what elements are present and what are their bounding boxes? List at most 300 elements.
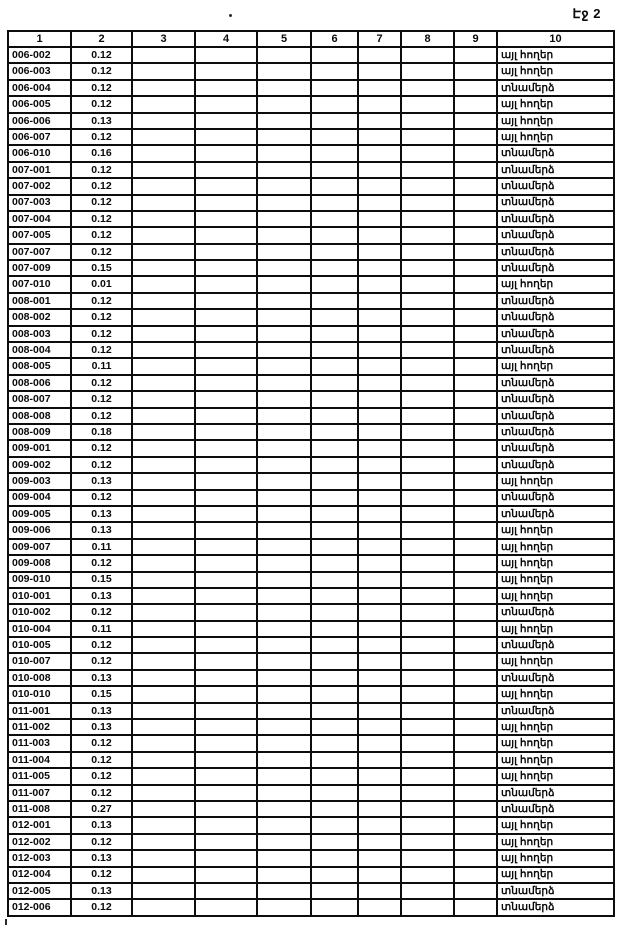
col9-cell (454, 63, 497, 79)
col9-cell (454, 260, 497, 276)
area-value-cell: 0.11 (71, 539, 132, 555)
col9-cell (454, 457, 497, 473)
col3-cell (132, 522, 195, 538)
area-value-cell: 0.13 (71, 817, 132, 833)
area-value-cell: 0.27 (71, 801, 132, 817)
table-row (8, 375, 614, 391)
col7-cell (358, 735, 401, 751)
table-row (8, 801, 614, 817)
col6-cell (311, 637, 358, 653)
column-header-5: 5 (257, 31, 311, 47)
area-value-cell: 0.01 (71, 276, 132, 292)
col3-cell (132, 899, 195, 915)
table-row (8, 244, 614, 260)
land-type-cell: այլ հողեր (497, 867, 614, 883)
col4-cell (195, 752, 257, 768)
col5-cell (257, 670, 311, 686)
parcel-code-cell: 011-004 (8, 752, 71, 768)
parcel-code-cell: 009-007 (8, 539, 71, 555)
area-value-cell: 0.12 (71, 326, 132, 342)
col9-cell (454, 96, 497, 112)
col9-cell (454, 506, 497, 522)
col7-cell (358, 178, 401, 194)
col3-cell (132, 227, 195, 243)
table-row (8, 719, 614, 735)
col8-cell (401, 391, 454, 407)
col5-cell (257, 375, 311, 391)
area-value-cell: 0.12 (71, 63, 132, 79)
land-type-cell: այլ հողեր (497, 113, 614, 129)
col3-cell (132, 801, 195, 817)
col6-cell (311, 358, 358, 374)
parcel-code-cell: 011-007 (8, 785, 71, 801)
col8-cell (401, 227, 454, 243)
col4-cell (195, 309, 257, 325)
col4-cell (195, 227, 257, 243)
col5-cell (257, 834, 311, 850)
table-row (8, 260, 614, 276)
col3-cell (132, 768, 195, 784)
col7-cell (358, 391, 401, 407)
col8-cell (401, 653, 454, 669)
table-row (8, 80, 614, 96)
col3-cell (132, 96, 195, 112)
parcel-code-cell: 010-002 (8, 604, 71, 620)
col8-cell (401, 506, 454, 522)
col5-cell (257, 227, 311, 243)
column-header-2: 2 (71, 31, 132, 47)
col5-cell (257, 276, 311, 292)
parcel-code-cell: 012-003 (8, 850, 71, 866)
land-type-cell: այլ հողեր (497, 555, 614, 571)
area-value-cell: 0.12 (71, 162, 132, 178)
scan-artifact-dot (5, 919, 7, 925)
col6-cell (311, 899, 358, 915)
col4-cell (195, 817, 257, 833)
col9-cell (454, 621, 497, 637)
land-type-cell: տնամերձ (497, 80, 614, 96)
col8-cell (401, 473, 454, 489)
area-value-cell: 0.13 (71, 473, 132, 489)
parcel-code-cell: 011-005 (8, 768, 71, 784)
col9-cell (454, 211, 497, 227)
col5-cell (257, 113, 311, 129)
column-header-3: 3 (132, 31, 195, 47)
col5-cell (257, 867, 311, 883)
col7-cell (358, 260, 401, 276)
table-row (8, 408, 614, 424)
land-type-cell: տնամերձ (497, 703, 614, 719)
land-type-cell: այլ հողեր (497, 834, 614, 850)
col9-cell (454, 80, 497, 96)
col6-cell (311, 309, 358, 325)
area-value-cell: 0.12 (71, 785, 132, 801)
table-row (8, 572, 614, 588)
col6-cell (311, 522, 358, 538)
table-row (8, 293, 614, 309)
col8-cell (401, 211, 454, 227)
col5-cell (257, 817, 311, 833)
parcel-code-cell: 007-005 (8, 227, 71, 243)
col5-cell (257, 899, 311, 915)
col3-cell (132, 408, 195, 424)
col5-cell (257, 358, 311, 374)
col3-cell (132, 490, 195, 506)
col4-cell (195, 293, 257, 309)
col5-cell (257, 408, 311, 424)
land-type-cell: տնամերձ (497, 801, 614, 817)
land-type-cell: այլ հողեր (497, 522, 614, 538)
col8-cell (401, 113, 454, 129)
col7-cell (358, 785, 401, 801)
parcel-code-cell: 006-003 (8, 63, 71, 79)
col4-cell (195, 47, 257, 63)
area-value-cell: 0.13 (71, 719, 132, 735)
col3-cell (132, 391, 195, 407)
col6-cell (311, 719, 358, 735)
table-row (8, 309, 614, 325)
col6-cell (311, 768, 358, 784)
col3-cell (132, 883, 195, 899)
col7-cell (358, 424, 401, 440)
parcel-code-cell: 008-003 (8, 326, 71, 342)
col6-cell (311, 293, 358, 309)
area-value-cell: 0.12 (71, 604, 132, 620)
area-value-cell: 0.12 (71, 129, 132, 145)
col9-cell (454, 867, 497, 883)
col7-cell (358, 47, 401, 63)
col7-cell (358, 145, 401, 161)
table-row (8, 457, 614, 473)
col5-cell (257, 63, 311, 79)
parcel-code-cell: 011-008 (8, 801, 71, 817)
area-value-cell: 0.12 (71, 391, 132, 407)
col8-cell (401, 276, 454, 292)
col7-cell (358, 342, 401, 358)
col4-cell (195, 735, 257, 751)
col5-cell (257, 326, 311, 342)
col6-cell (311, 506, 358, 522)
area-value-cell: 0.12 (71, 408, 132, 424)
area-value-cell: 0.12 (71, 490, 132, 506)
col6-cell (311, 801, 358, 817)
col7-cell (358, 63, 401, 79)
col7-cell (358, 276, 401, 292)
col7-cell (358, 703, 401, 719)
table-row (8, 63, 614, 79)
area-value-cell: 0.12 (71, 555, 132, 571)
col8-cell (401, 834, 454, 850)
table-body (8, 47, 614, 916)
col5-cell (257, 752, 311, 768)
area-value-cell: 0.12 (71, 211, 132, 227)
area-value-cell: 0.12 (71, 834, 132, 850)
col8-cell (401, 588, 454, 604)
parcel-code-cell: 009-001 (8, 440, 71, 456)
col4-cell (195, 653, 257, 669)
col6-cell (311, 834, 358, 850)
col4-cell (195, 850, 257, 866)
col6-cell (311, 178, 358, 194)
col3-cell (132, 440, 195, 456)
land-type-cell: այլ հողեր (497, 588, 614, 604)
col3-cell (132, 539, 195, 555)
table-row (8, 358, 614, 374)
col7-cell (358, 293, 401, 309)
col5-cell (257, 129, 311, 145)
col3-cell (132, 260, 195, 276)
col7-cell (358, 80, 401, 96)
col4-cell (195, 195, 257, 211)
parcel-code-cell: 007-003 (8, 195, 71, 211)
area-value-cell: 0.12 (71, 293, 132, 309)
col8-cell (401, 309, 454, 325)
col9-cell (454, 522, 497, 538)
area-value-cell: 0.12 (71, 735, 132, 751)
col4-cell (195, 834, 257, 850)
col7-cell (358, 572, 401, 588)
col9-cell (454, 637, 497, 653)
col5-cell (257, 555, 311, 571)
col5-cell (257, 490, 311, 506)
col8-cell (401, 752, 454, 768)
col6-cell (311, 440, 358, 456)
parcel-code-cell: 007-007 (8, 244, 71, 260)
col3-cell (132, 473, 195, 489)
table-row (8, 211, 614, 227)
table-row (8, 817, 614, 833)
col3-cell (132, 850, 195, 866)
col5-cell (257, 211, 311, 227)
col9-cell (454, 47, 497, 63)
parcel-code-cell: 010-007 (8, 653, 71, 669)
col9-cell (454, 244, 497, 260)
area-value-cell: 0.12 (71, 457, 132, 473)
col8-cell (401, 490, 454, 506)
col5-cell (257, 621, 311, 637)
col3-cell (132, 309, 195, 325)
col8-cell (401, 358, 454, 374)
land-type-cell: տնամերձ (497, 309, 614, 325)
col8-cell (401, 457, 454, 473)
col3-cell (132, 195, 195, 211)
area-value-cell: 0.12 (71, 195, 132, 211)
col3-cell (132, 555, 195, 571)
col9-cell (454, 801, 497, 817)
col8-cell (401, 817, 454, 833)
table-row (8, 752, 614, 768)
land-type-cell: այլ հողեր (497, 752, 614, 768)
parcel-code-cell: 011-003 (8, 735, 71, 751)
land-type-cell: այլ հողեր (497, 47, 614, 63)
table-row (8, 391, 614, 407)
col6-cell (311, 867, 358, 883)
col9-cell (454, 326, 497, 342)
land-type-cell: այլ հողեր (497, 621, 614, 637)
parcel-code-cell: 012-001 (8, 817, 71, 833)
col4-cell (195, 424, 257, 440)
land-type-cell: տնամերձ (497, 899, 614, 915)
land-type-cell: այլ հողեր (497, 129, 614, 145)
col6-cell (311, 457, 358, 473)
col7-cell (358, 867, 401, 883)
col4-cell (195, 621, 257, 637)
col3-cell (132, 244, 195, 260)
col6-cell (311, 686, 358, 702)
area-value-cell: 0.11 (71, 358, 132, 374)
col3-cell (132, 703, 195, 719)
land-type-cell: տնամերձ (497, 490, 614, 506)
col4-cell (195, 80, 257, 96)
col6-cell (311, 785, 358, 801)
col5-cell (257, 735, 311, 751)
col4-cell (195, 686, 257, 702)
col5-cell (257, 768, 311, 784)
col6-cell (311, 850, 358, 866)
parcel-code-cell: 009-003 (8, 473, 71, 489)
col3-cell (132, 113, 195, 129)
table-row (8, 621, 614, 637)
col8-cell (401, 96, 454, 112)
col6-cell (311, 227, 358, 243)
table-row (8, 735, 614, 751)
col5-cell (257, 604, 311, 620)
col4-cell (195, 899, 257, 915)
area-value-cell: 0.12 (71, 752, 132, 768)
col3-cell (132, 637, 195, 653)
land-type-cell: տնամերձ (497, 162, 614, 178)
area-value-cell: 0.12 (71, 768, 132, 784)
column-header-9: 9 (454, 31, 497, 47)
land-type-cell: տնամերձ (497, 408, 614, 424)
col8-cell (401, 801, 454, 817)
land-type-cell: տնամերձ (497, 883, 614, 899)
area-value-cell: 0.12 (71, 96, 132, 112)
parcel-code-cell: 010-001 (8, 588, 71, 604)
land-type-cell: տնամերձ (497, 637, 614, 653)
col3-cell (132, 129, 195, 145)
col3-cell (132, 145, 195, 161)
col9-cell (454, 539, 497, 555)
col5-cell (257, 244, 311, 260)
col9-cell (454, 145, 497, 161)
parcel-code-cell: 009-006 (8, 522, 71, 538)
col7-cell (358, 768, 401, 784)
area-value-cell: 0.12 (71, 899, 132, 915)
col9-cell (454, 752, 497, 768)
table-row (8, 342, 614, 358)
col3-cell (132, 342, 195, 358)
area-value-cell: 0.12 (71, 637, 132, 653)
col5-cell (257, 162, 311, 178)
col9-cell (454, 899, 497, 915)
col8-cell (401, 178, 454, 194)
col6-cell (311, 703, 358, 719)
land-registry-table (7, 30, 615, 917)
col8-cell (401, 604, 454, 620)
col7-cell (358, 162, 401, 178)
column-header-4: 4 (195, 31, 257, 47)
col8-cell (401, 686, 454, 702)
land-type-cell: տնամերձ (497, 375, 614, 391)
table-row (8, 227, 614, 243)
land-type-cell: տնամերձ (497, 604, 614, 620)
table-row (8, 588, 614, 604)
table-row (8, 637, 614, 653)
col9-cell (454, 391, 497, 407)
col7-cell (358, 408, 401, 424)
parcel-code-cell: 009-005 (8, 506, 71, 522)
column-header-8: 8 (401, 31, 454, 47)
col4-cell (195, 260, 257, 276)
land-type-cell: այլ հողեր (497, 735, 614, 751)
area-value-cell: 0.12 (71, 867, 132, 883)
col8-cell (401, 850, 454, 866)
col9-cell (454, 276, 497, 292)
table-row (8, 440, 614, 456)
col4-cell (195, 539, 257, 555)
area-value-cell: 0.13 (71, 850, 132, 866)
col5-cell (257, 637, 311, 653)
parcel-code-cell: 011-002 (8, 719, 71, 735)
col7-cell (358, 670, 401, 686)
col7-cell (358, 637, 401, 653)
land-type-cell: այլ հողեր (497, 653, 614, 669)
col3-cell (132, 653, 195, 669)
table-row (8, 539, 614, 555)
col5-cell (257, 145, 311, 161)
area-value-cell: 0.12 (71, 342, 132, 358)
col4-cell (195, 604, 257, 620)
col5-cell (257, 572, 311, 588)
col4-cell (195, 391, 257, 407)
land-type-cell: այլ հողեր (497, 96, 614, 112)
col4-cell (195, 457, 257, 473)
area-value-cell: 0.12 (71, 440, 132, 456)
col3-cell (132, 375, 195, 391)
parcel-code-cell: 006-006 (8, 113, 71, 129)
col8-cell (401, 440, 454, 456)
col8-cell (401, 572, 454, 588)
area-value-cell: 0.12 (71, 80, 132, 96)
col5-cell (257, 522, 311, 538)
col6-cell (311, 80, 358, 96)
col3-cell (132, 80, 195, 96)
col4-cell (195, 490, 257, 506)
col8-cell (401, 522, 454, 538)
parcel-code-cell: 007-009 (8, 260, 71, 276)
table-row (8, 162, 614, 178)
scan-artifact-dot (229, 14, 232, 17)
col8-cell (401, 47, 454, 63)
col7-cell (358, 473, 401, 489)
land-type-cell: այլ հողեր (497, 539, 614, 555)
col6-cell (311, 653, 358, 669)
land-type-cell: տնամերձ (497, 506, 614, 522)
col6-cell (311, 162, 358, 178)
col5-cell (257, 703, 311, 719)
table-header-row (8, 31, 614, 47)
col5-cell (257, 506, 311, 522)
col6-cell (311, 408, 358, 424)
col6-cell (311, 539, 358, 555)
col5-cell (257, 309, 311, 325)
col5-cell (257, 539, 311, 555)
area-value-cell: 0.12 (71, 227, 132, 243)
col9-cell (454, 719, 497, 735)
col5-cell (257, 850, 311, 866)
table-row (8, 867, 614, 883)
